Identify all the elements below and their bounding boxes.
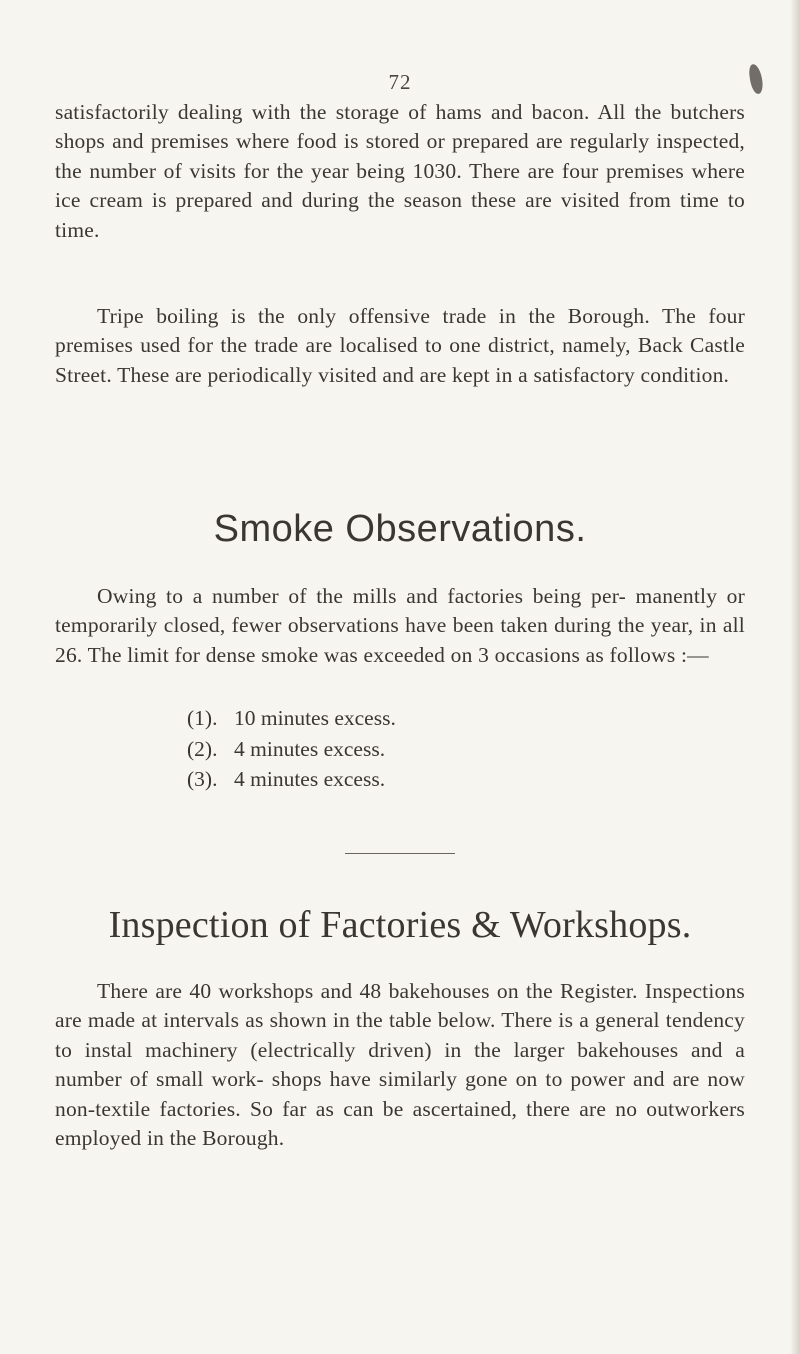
- tripe-boiling-paragraph: Tripe boiling is the only offensive trade in the Borough. The four premises used for the trade are localised to one district, namely, Back Castle Street. These are periodically visited and are kept in a satisfactory condition.: [55, 304, 745, 387]
- section-divider: [345, 853, 455, 854]
- factories-paragraph: There are 40 workshops and 48 bakehouses on the Register. Inspections are made at intervals as shown in the table below. There is a general tendency to instal machinery (electrically driven) in the larger bakehouses and a number of small work- shops have similarly gone on to power and are now non-textile factories. So far as can be ascertained, there are no outworkers employed in the Borough.: [55, 979, 745, 1151]
- factories-workshops-heading: Inspection of Factories & Workshops.: [108, 904, 692, 946]
- page-edge-shadow: [790, 0, 800, 1354]
- list-item-text: 10 minutes excess.: [234, 706, 396, 730]
- intro-paragraph: satisfactorily dealing with the storage of hams and bacon. All the butchers shops and premises where food is stored or prepared are regularly inspected, the number of visits for the year being 1030. There are four premises where ice cream is prepared and during the season these are visited from time to time.: [55, 100, 745, 242]
- smoke-paragraph: Owing to a number of the mills and factories being per- manently or temporarily closed, fewer observations have been taken during the year, in all 26. The limit for dense smoke was exceeded on 3 occasions as follows :—: [55, 584, 745, 667]
- list-item: [187, 764, 396, 795]
- smoke-observations-heading: Smoke Observations.: [213, 508, 587, 550]
- page-number: 72: [388, 70, 412, 94]
- list-item-number: (1).: [187, 706, 218, 730]
- list-item: [187, 734, 396, 765]
- list-item-number: (3).: [187, 767, 218, 791]
- list-item-text: 4 minutes excess.: [234, 767, 386, 791]
- smoke-excess-list: [187, 703, 396, 795]
- list-item: [187, 703, 396, 734]
- list-item-number: (2).: [187, 736, 218, 761]
- list-item-text: 4 minutes excess.: [234, 736, 386, 761]
